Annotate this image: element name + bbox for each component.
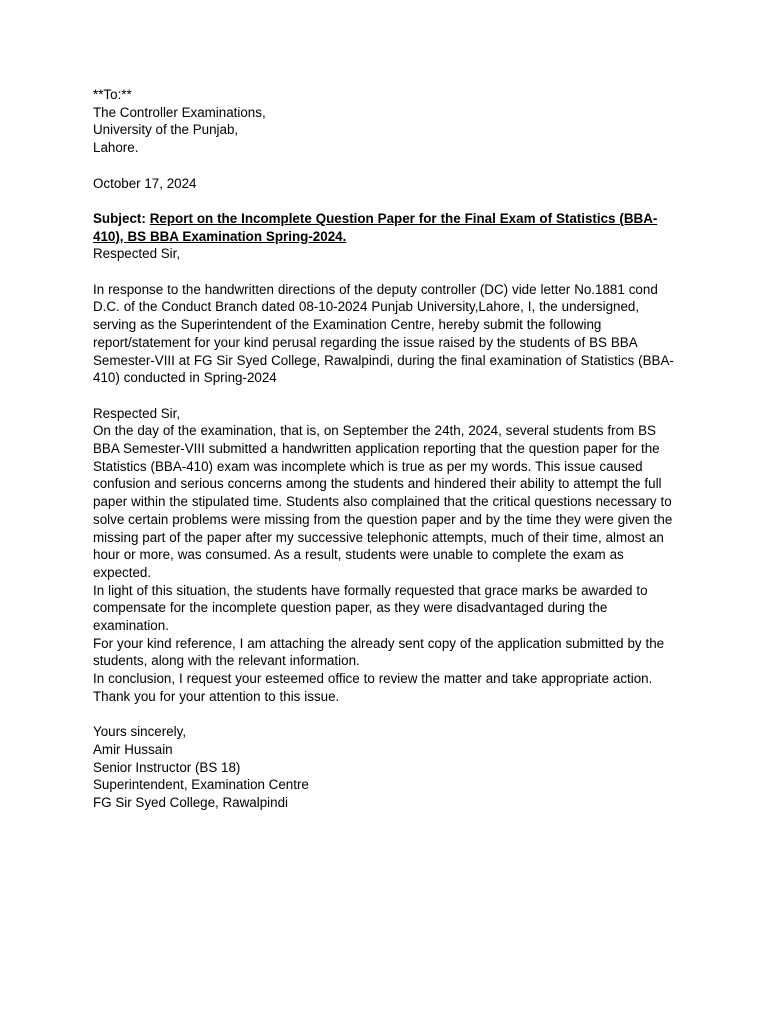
recipient-line: University of the Punjab, xyxy=(93,122,239,138)
body-paragraph: For your kind reference, I am attaching the already sent copy of the application submitted by the students, along with the relevant information. xyxy=(93,635,665,669)
body-paragraph: In conclusion, I request your esteemed office to review the matter and take appropriate action. xyxy=(93,671,653,687)
recipient-line: Lahore. xyxy=(93,140,139,156)
recipient-block xyxy=(93,104,678,157)
subject-line xyxy=(93,210,678,245)
body-paragraph: In light of this situation, the students have formally requested that grace marks be awarded to compensate for the incomplete question paper, as they were disadvantaged during the examination. xyxy=(93,582,648,634)
spacer xyxy=(93,387,678,405)
intro-paragraph: In response to the handwritten directions of the deputy controller (DC) vide letter No.1881 cond D.C. of the Conduct Branch dated 08-10-2024 Punjab University,Lahore, I, the undersigned, serving as the Superintendent of the Examination Centre, hereby submit the following report/statement for your kind perusal regarding the issue raised by the students of BS BBA Semester-VIII at FG Sir Syed College, Rawalpindi, during the final examination of Statistics (BBA-410) conducted in Spring-2024 xyxy=(93,281,674,386)
subject-text: Report on the Incomplete Question Paper for the Final Exam of Statistics (BBA-410), BS BBA Examination Spring-2024. xyxy=(93,210,658,244)
letter-date: October 17, 2024 xyxy=(93,175,197,191)
letter-document xyxy=(93,86,678,812)
spacer xyxy=(93,706,678,724)
signature-name: Amir Hussain xyxy=(93,741,173,757)
spacer xyxy=(93,192,678,210)
signature-title: Senior Instructor (BS 18) xyxy=(93,759,241,775)
body-paragraph: On the day of the examination, that is, on September the 24th, 2024, several students from BS BBA Semester-VIII submitted a handwritten application reporting that the question paper for the Statistics (BBA-410) exam was incomplete which is true as per my words. This issue caused confusion and serious concerns among the students and hindered their ability to attempt the full paper within the stipulated time. Students also complained that the critical questions necessary to solve certain problems were missing from the question paper and by the time they were given the missing part of the paper after my successive telephonic attempts, much of their time, almost an hour or more, was consumed. As a result, students were unable to complete the exam as expected. xyxy=(93,423,673,580)
spacer xyxy=(93,157,678,175)
signature-block xyxy=(93,741,678,812)
subject-label: Subject: xyxy=(93,210,146,226)
spacer xyxy=(93,263,678,281)
signature-role: Superintendent, Examination Centre xyxy=(93,777,309,793)
closing: Yours sincerely, xyxy=(93,724,187,740)
signature-institution: FG Sir Syed College, Rawalpindi xyxy=(93,795,288,811)
recipient-line: The Controller Examinations, xyxy=(93,104,266,120)
salutation: Respected Sir, xyxy=(93,246,181,262)
body-paragraph: Thank you for your attention to this issue. xyxy=(93,688,340,704)
salutation: Respected Sir, xyxy=(93,405,181,421)
to-heading: **To:** xyxy=(93,87,132,102)
